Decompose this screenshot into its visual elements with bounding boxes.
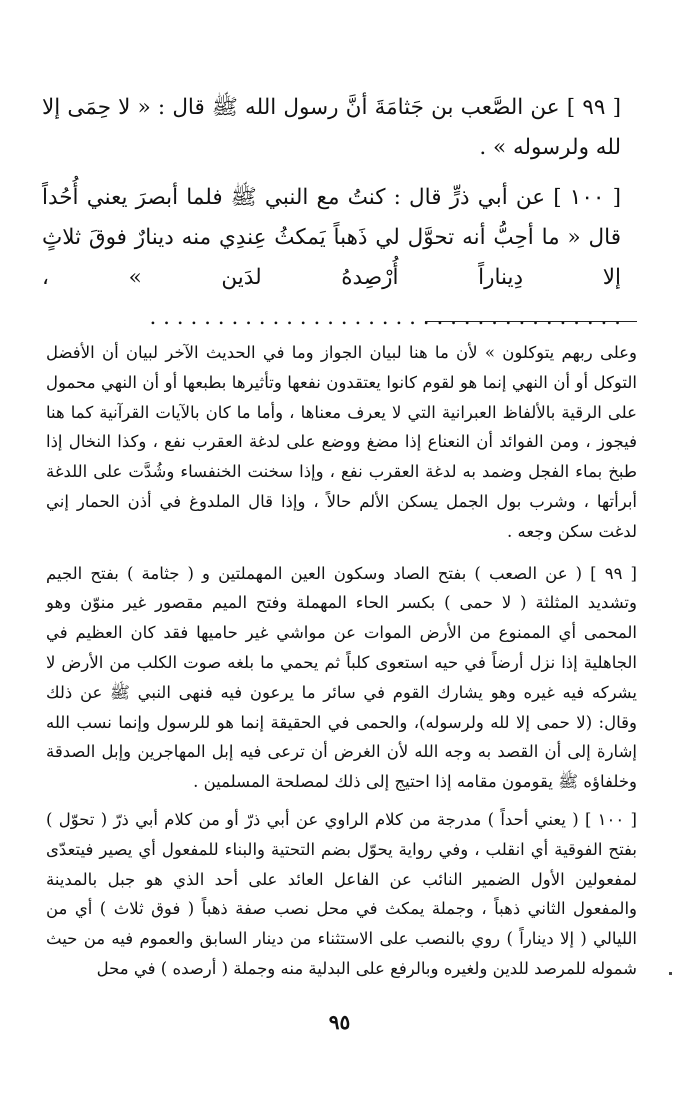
commentary-note-99: [ ٩٩ ] ( عن الصعب ) بفتح الصاد وسكون العين المهملتين و ( جثامة ) بفتح الجيم وتشديد المثلثة ( لا حمى ) بكسر الحاء المهملة وفتح الميم مقصور غير منوّن وهو المحمى أي الممنوع من الأرض الموات عن مواشي غير حاميها فقد كان العظيم في الجاهلية إذا نزل أرضاً في حيه استعوى كلباً ثم يحمي ما بلغه صوت الكلب من الأرض لا يشركه فيه غيره وهو يشارك القوم في سائر ما يرعون فيه فنهى النبي ﷺ عن ذلك وقال: (لا حمى إلا لله ولرسوله)، والحمى في الحقيقة إنما هو للرسول وإنما نسب الله إشارة إلى أن القصد به وجه الله لأن الغرض أن ترعى فيه إبل المهاجرين وإبل الصدقة وخلفاؤه ﷺ يقومون مقامه إذا احتيج إلى ذلك لمصلحة المسلمين .	[46, 563, 637, 792]
hadith-99	[42, 88, 621, 168]
hadith-number: [ ٩٩ ]	[566, 95, 621, 120]
page-number: ٩٥	[328, 1010, 351, 1034]
commentary-section	[46, 338, 637, 984]
hadith-text: عن الصَّعب بن جَثامَةَ أنَّ رسول الله ﷺ قال : « لا حِمَى إلا لله ولرسوله » .	[42, 95, 621, 160]
commentary-note-100: [ ١٠٠ ] ( يعني أحداً ) مدرجة من كلام الراوي عن أبي ذرّ أو من كلام أبي ذرّ ( تحوّل ) بفتح الفوقية أي انقلب ، وفي رواية يحوّل بضم التحتية والبناء للمفعول أي يصير فيتعدّى لمفعولين الأول الضمير النائب عن الفاعل العائد على أحد الذي هو جبل بالمدينة والمفعول الثاني ذهباً ، وجملة يمكث في محل نصب صفة ذهباً ( فوق ثلاث ) أي من الليالي ( إلا ديناراً ) روي بالنصب على الاستثناء من دينار السابق والعموم فيه من حيث شموله للمرصد للدين ولغيره وبالرفع على البدلية منه وجملة ( أرصده ) في محل	[46, 809, 637, 978]
hadith-section	[42, 88, 621, 338]
footnote-separator	[425, 321, 637, 322]
commentary-continuation: وعلى ربهم يتوكلون » لأن ما هنا لبيان الجواز وما في الحديث الآخر لبيان أن الأفضل التوكل أو أن النهي إنما هو لقوم كانوا يعتقدون نفعها وتأثيرها بطبعها أو أن النهي محمول على الرقية بالألفاظ العبرانية التي لا يعرف معناها ، وأما ما كان بالآيات القرآنية كما هنا فيجوز ، ومن الفوائد أن النعناع إذا مضغ ووضع على لدغة العقرب نفع ، وكذا النخال إذا طبخ بماء الفجل وضمد به لدغة العقرب نفع ، وإذا سخنت الخنفساء وشُدَّت على اللدغة أبرأتها ، وشرب بول الجمل يسكن الألم حالاً ، وإذا قال الملدوغ في أذن الحمار إني لدغت سكن وجعه .	[46, 343, 637, 541]
hadith-text: عن أبي ذرٍّ قال : كنتُ مع النبي ﷺ فلما أبصرَ يعني أُحُداً قال « ما أحِبُّ أنه تحوَّل لي ذَهباً يَمكثُ عِندِي منه دينارٌ فوقَ ثلاثٍ إلا دِيناراً أُرْصِدهُ لدَين » ،	[42, 185, 621, 290]
ellipsis-dots: . . . . . . . . . . . . . . . . . . . . . . . . . . . . . . . . . . .	[149, 305, 621, 330]
hadith-number: [ ١٠٠ ]	[553, 185, 621, 210]
hadith-100	[42, 178, 621, 338]
scan-mark	[669, 972, 672, 975]
